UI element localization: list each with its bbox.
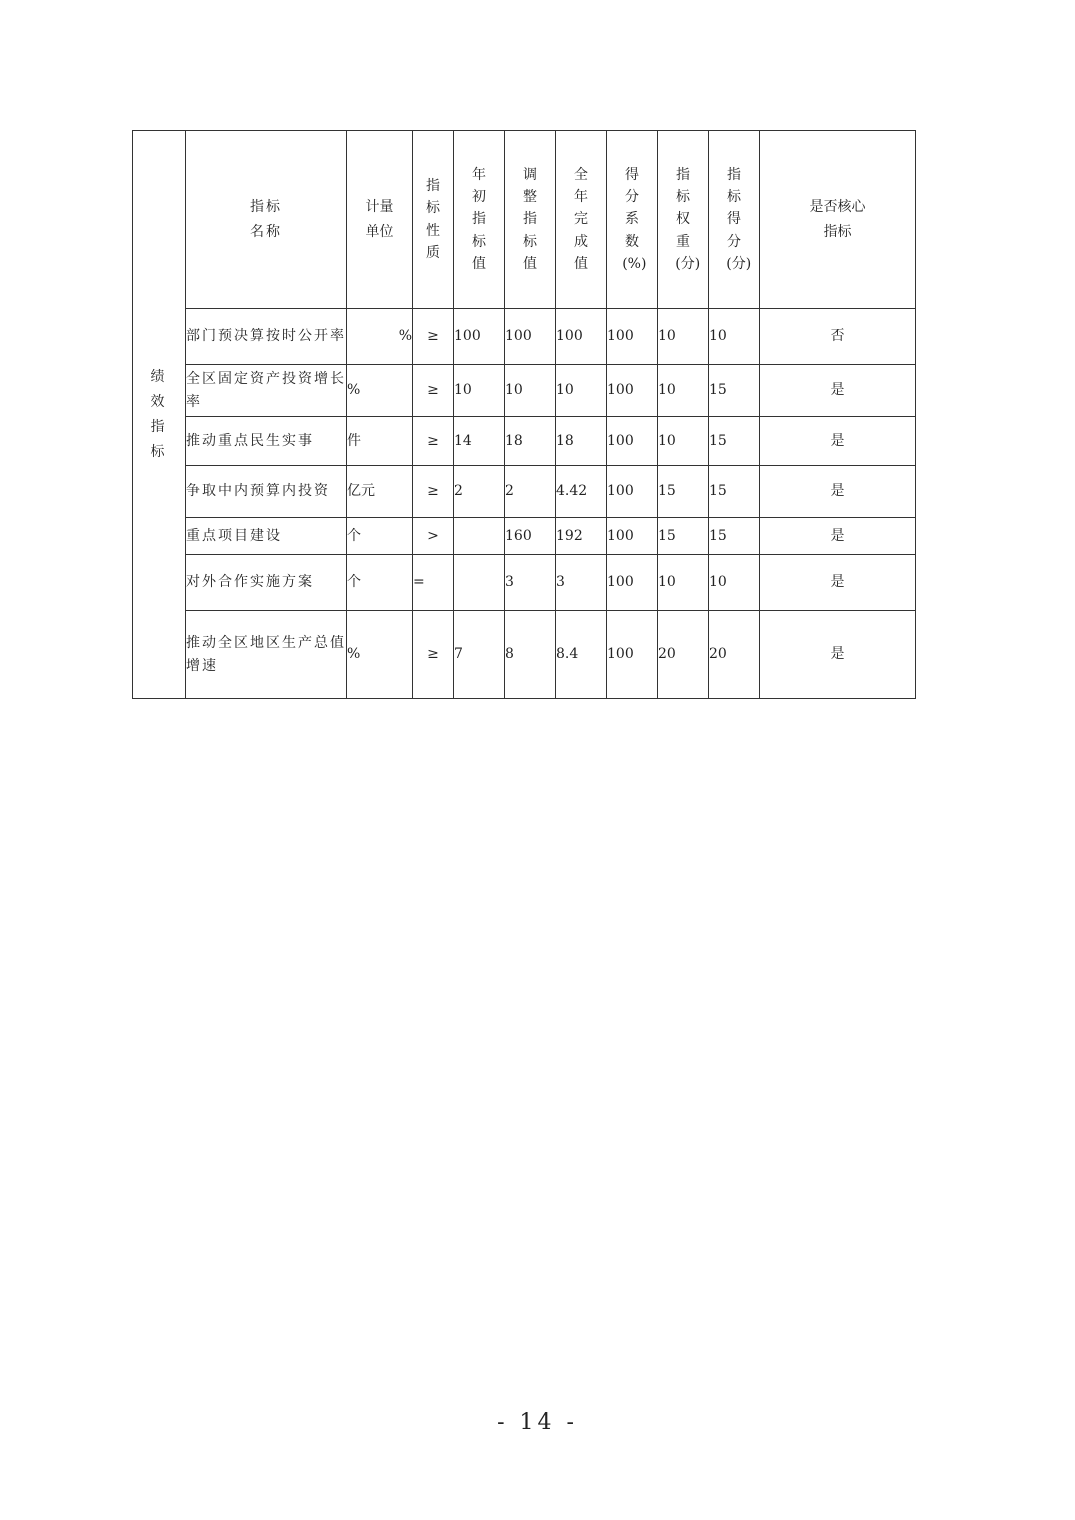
row-initial: 7 [454, 611, 505, 699]
row-initial: 10 [454, 365, 505, 417]
row-coef: 100 [607, 466, 658, 518]
row-nature: ≥ [413, 417, 454, 466]
row-score: 10 [709, 555, 760, 611]
row-unit: % [347, 309, 413, 365]
row-nature: ≥ [413, 466, 454, 518]
row-adjusted: 3 [505, 555, 556, 611]
row-initial: 2 [454, 466, 505, 518]
row-nature: = [413, 555, 454, 611]
header-row [133, 131, 916, 309]
row-score: 15 [709, 417, 760, 466]
header-coef: 得分系数(%) [607, 131, 658, 309]
row-actual: 10 [556, 365, 607, 417]
row-core: 是 [760, 518, 916, 555]
table-row [133, 417, 916, 466]
row-unit: 个 [347, 518, 413, 555]
row-coef: 100 [607, 309, 658, 365]
row-core: 否 [760, 309, 916, 365]
group-label: 绩效指标 [150, 368, 168, 460]
row-adjusted: 10 [505, 365, 556, 417]
group-label-cell [133, 131, 186, 699]
row-core: 是 [760, 417, 916, 466]
row-weight: 10 [658, 417, 709, 466]
row-score: 15 [709, 365, 760, 417]
row-coef: 100 [607, 417, 658, 466]
row-adjusted: 100 [505, 309, 556, 365]
row-weight: 15 [658, 518, 709, 555]
row-nature: ≥ [413, 611, 454, 699]
row-name: 部门预决算按时公开率 [186, 309, 347, 365]
row-actual: 100 [556, 309, 607, 365]
row-unit: 件 [347, 417, 413, 466]
row-name: 推动重点民生实事 [186, 417, 347, 466]
row-score: 15 [709, 466, 760, 518]
row-adjusted: 2 [505, 466, 556, 518]
table-row [133, 611, 916, 699]
row-initial [454, 555, 505, 611]
row-adjusted: 18 [505, 417, 556, 466]
header-actual: 全年完成值 [556, 131, 607, 309]
table-row [133, 466, 916, 518]
row-weight: 15 [658, 466, 709, 518]
row-unit: 个 [347, 555, 413, 611]
row-coef: 100 [607, 365, 658, 417]
row-core: 是 [760, 555, 916, 611]
row-actual: 4.42 [556, 466, 607, 518]
row-nature: ≥ [413, 365, 454, 417]
row-core: 是 [760, 611, 916, 699]
table-row [133, 555, 916, 611]
row-nature: > [413, 518, 454, 555]
row-core: 是 [760, 466, 916, 518]
row-initial [454, 518, 505, 555]
row-actual: 192 [556, 518, 607, 555]
row-name: 争取中内预算内投资 [186, 466, 347, 518]
row-coef: 100 [607, 518, 658, 555]
row-name: 推动全区地区生产总值增速 [186, 611, 347, 699]
row-weight: 20 [658, 611, 709, 699]
table-row [133, 365, 916, 417]
header-score: 指标得分(分) [709, 131, 760, 309]
row-core: 是 [760, 365, 916, 417]
row-coef: 100 [607, 611, 658, 699]
performance-indicator-table [132, 130, 916, 699]
row-initial: 100 [454, 309, 505, 365]
table-row [133, 309, 916, 365]
row-unit: % [347, 611, 413, 699]
header-weight: 指标权重(分) [658, 131, 709, 309]
row-actual: 3 [556, 555, 607, 611]
header-initial: 年初指标值 [454, 131, 505, 309]
row-score: 20 [709, 611, 760, 699]
row-name: 全区固定资产投资增长率 [186, 365, 347, 417]
row-weight: 10 [658, 365, 709, 417]
page-number: - 14 - [497, 1410, 578, 1435]
row-score: 10 [709, 309, 760, 365]
row-adjusted: 8 [505, 611, 556, 699]
row-adjusted: 160 [505, 518, 556, 555]
row-coef: 100 [607, 555, 658, 611]
header-nature: 指标性质 [413, 131, 454, 309]
header-core: 是否核心 指标 [760, 131, 916, 309]
row-name: 对外合作实施方案 [186, 555, 347, 611]
row-weight: 10 [658, 555, 709, 611]
row-score: 15 [709, 518, 760, 555]
header-adjusted: 调整指标值 [505, 131, 556, 309]
table-row [133, 518, 916, 555]
row-unit: 亿元 [347, 466, 413, 518]
row-unit: % [347, 365, 413, 417]
row-name: 重点项目建设 [186, 518, 347, 555]
header-unit: 计量 单位 [347, 131, 413, 309]
row-actual: 18 [556, 417, 607, 466]
row-nature: ≥ [413, 309, 454, 365]
row-initial: 14 [454, 417, 505, 466]
header-name: 指标 名称 [186, 131, 347, 309]
row-actual: 8.4 [556, 611, 607, 699]
row-weight: 10 [658, 309, 709, 365]
